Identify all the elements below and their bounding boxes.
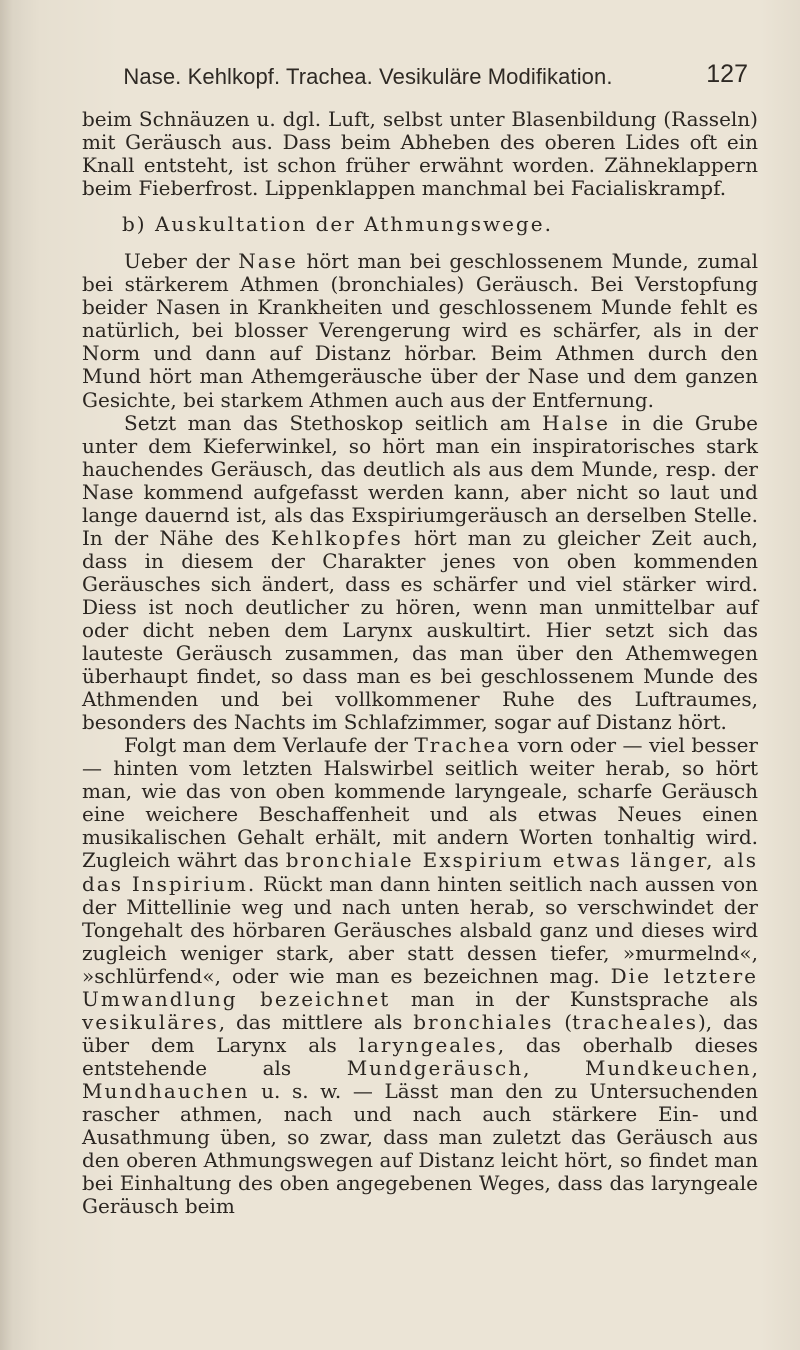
emphasis-umwandlung: Die letztere Umwandlung bezeichnet (82, 963, 758, 1011)
page-gutter-shadow (0, 0, 22, 1350)
emphasis-trachea: Trachea (414, 733, 512, 758)
paragraph-halse: Setzt man das Stethoskop seitlich am Halse in die Grube unter dem Kieferwinkel, so hört man ein inspiratorisches stark hauchendes Geräusch, das deutlich als aus dem Munde, resp. der Nase kommend aufgefasst werden kann, aber nicht so laut und lange dauernd ist, als das Exspiriumgeräusch an derselben Stelle. In der Nähe des Kehlkopfes hört man zu gleicher Zeit auch, dass in diesem der Charakter jenes von oben kommenden Geräusches sich ändert, dass es schärfer und viel stärker wird. Diess ist noch deutlicher zu hören, wenn man unmittelbar auf oder dicht neben dem Larynx auskultirt. Hier setzt sich das lauteste Geräusch zusammen, das man über den Athemwegen überhaupt findet, so dass man es bei geschlossenem Munde des Athmenden und bei vollkommener Ruhe des Luftraumes, besonders des Nachts im Schlafzimmer, sogar auf Distanz hört. (82, 410, 759, 735)
emphasis-vesikulaeres: vesikuläres (82, 1009, 219, 1034)
body-text (82, 108, 758, 1218)
emphasis-nase: Nase (238, 249, 298, 274)
page-number: 127 (706, 60, 748, 88)
running-header (88, 56, 748, 96)
emphasis-bronchiale-exspirium: bronchiale Exspirium etwas länger, als das Inspirium. (82, 848, 758, 896)
emphasis-mundgeraeusch: Mundgeräusch (346, 1055, 524, 1080)
emphasis-tracheales: tracheales (572, 1009, 698, 1034)
emphasis-mundkeuchen: Mundkeuchen (584, 1055, 752, 1080)
emphasis-kehlkopfes: Kehlkopfes (270, 525, 403, 550)
emphasis-bronchiales: bronchiales (413, 1009, 554, 1034)
section-heading: b) Auskultation der Athmungswege. (122, 212, 553, 237)
paragraph-nase: Ueber der Nase hört man bei geschlossenem Munde, zumal bei stärkerem Athmen (bronchiales) Geräusch. Bei Verstopfung beider Nasen in Krankheiten und geschlossenem Munde fehlt es natürlich, bei blosser Verengerung wird es schärfer, als in der Norm und dann auf Distanz hörbar. Beim Athmen durch den Mund hört man Athemgeräusche über der Nase und dem ganzen Gesichte, bei starkem Athmen auch aus der Entfernung. (82, 249, 758, 412)
paragraph-trachea: Folgt man dem Verlaufe der Trachea vorn oder — viel besser — hinten vom letzten Halswirbel seitlich weiter herab, so hört man, wie das von oben kommende laryngeale, scharfe Geräusch eine weichere Beschaffenheit und als etwas Neues einen musikalischen Gehalt erhält, mit andern Worten tonhaltig wird. Zugleich währt das bronchiale Exspirium etwas länger, als das Inspirium. Rückt man dann hinten seitlich nach aussen von der Mittellinie weg und nach unten herab, so verschwindet der Tongehalt des hörbaren Geräusches alsbald ganz und dieses wird zugleich weniger stark, aber statt dessen tiefer, »murmelnd«, »schlürfend«, oder wie man es bezeichnen mag. Die letztere Umwandlung bezeichnet man in der Kunstsprache als vesikuläres, das mittlere als bronchiales (tracheales), das über dem Larynx als laryngeales, das oberhalb dieses entstehende als Mundgeräusch, Mundkeuchen, Mundhauchen u. s. w. — Lässt man den zu Untersuchenden rascher athmen, nach und nach auch stärkere Ein- und Ausathmung üben, so zwar, dass man zuletzt das Geräusch aus den oberen Athmungswegen auf Distanz leicht hört, so findet man bei Einhaltung des oben angegebenen Weges, dass das laryngeale Geräusch beim (82, 733, 759, 1219)
running-title: Nase. Kehlkopf. Trachea. Vesikuläre Modifikation. (123, 64, 613, 89)
emphasis-laryngeales: laryngeales (358, 1032, 498, 1057)
emphasis-mundhauchen: Mundhauchen (82, 1078, 250, 1103)
emphasis-halse: Halse (542, 410, 611, 435)
paragraph-continuation: beim Schnäuzen u. dgl. Luft, selbst unter Blasenbildung (Rasseln) mit Geräusch aus. Dass beim Abheben des oberen Lides oft ein Knall entsteht, ist schon früher erwähnt worden. Zähneklappern beim Fieberfrost. Lippenklappen manchmal bei Facialiskrampf. (82, 107, 758, 201)
